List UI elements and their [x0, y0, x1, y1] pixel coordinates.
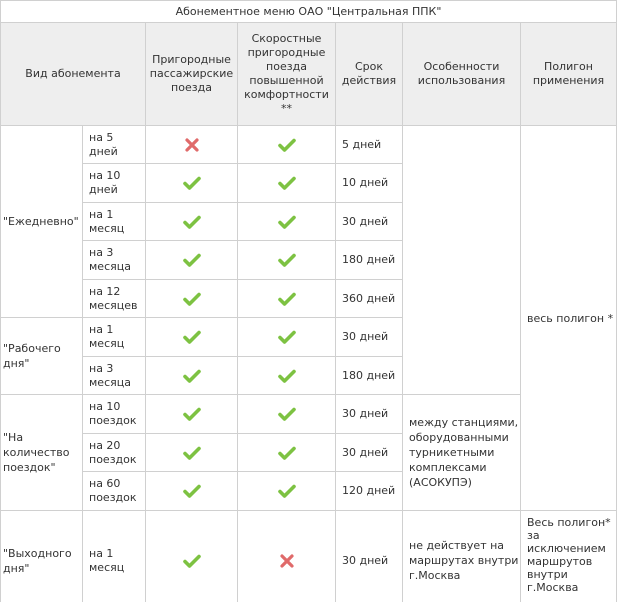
- header-kind: Вид абонемента: [1, 23, 146, 126]
- check-icon: [183, 368, 201, 384]
- period-cell: на 10 дней: [83, 164, 146, 203]
- table-row: [1, 126, 617, 164]
- cross-icon: [278, 553, 296, 569]
- check-icon: [278, 137, 296, 153]
- table-caption-row: [1, 1, 617, 23]
- check-icon: [278, 445, 296, 461]
- express-status-icon: [238, 472, 336, 511]
- check-icon: [278, 175, 296, 191]
- express-status-icon: [238, 241, 336, 280]
- express-status-icon: [238, 203, 336, 241]
- header-features: Особенности использования: [403, 23, 521, 126]
- express-status-icon: [238, 126, 336, 164]
- regular-status-icon: [146, 511, 238, 602]
- period-cell: на 60 поездок: [83, 472, 146, 511]
- term-cell: 30 дней: [336, 395, 403, 434]
- check-icon: [183, 291, 201, 307]
- features-empty: [403, 126, 521, 395]
- check-icon: [183, 252, 201, 268]
- regular-status-icon: [146, 395, 238, 434]
- regular-status-icon: [146, 126, 238, 164]
- check-icon: [278, 368, 296, 384]
- check-icon: [183, 445, 201, 461]
- term-cell: 10 дней: [336, 164, 403, 203]
- polygon-main: весь полигон *: [521, 126, 617, 511]
- express-status-icon: [238, 395, 336, 434]
- header-term: Срок действия: [336, 23, 403, 126]
- period-cell: на 1 месяц: [83, 511, 146, 602]
- period-cell: на 3 месяца: [83, 241, 146, 280]
- kind-workday: "Рабочего дня": [1, 318, 83, 395]
- check-icon: [278, 483, 296, 499]
- regular-status-icon: [146, 434, 238, 472]
- term-cell: 120 дней: [336, 472, 403, 511]
- check-icon: [183, 214, 201, 230]
- check-icon: [183, 329, 201, 345]
- table-row: [1, 511, 617, 602]
- regular-status-icon: [146, 472, 238, 511]
- express-status-icon: [238, 434, 336, 472]
- term-cell: 5 дней: [336, 126, 403, 164]
- check-icon: [278, 291, 296, 307]
- table-caption: Абонементное меню ОАО "Центральная ППК": [1, 1, 617, 23]
- check-icon: [183, 483, 201, 499]
- kind-daily: "Ежедневно": [1, 126, 83, 318]
- express-status-icon: [238, 164, 336, 203]
- header-row: [1, 23, 617, 126]
- period-cell: на 20 поездок: [83, 434, 146, 472]
- express-status-icon: [238, 357, 336, 395]
- polygon-weekend: Весь полигон* за исключением маршрутов внутри г.Москва: [521, 511, 617, 602]
- features-weekend: не действует на маршрутах внутри г.Москва: [403, 511, 521, 602]
- header-express-trains: Скоростные пригородные поезда повышенной комфортности **: [238, 23, 336, 126]
- term-cell: 360 дней: [336, 280, 403, 318]
- kind-trips: "На количество поездок": [1, 395, 83, 511]
- regular-status-icon: [146, 241, 238, 280]
- check-icon: [183, 406, 201, 422]
- header-polygon: Полигон применения: [521, 23, 617, 126]
- check-icon: [278, 329, 296, 345]
- term-cell: 30 дней: [336, 511, 403, 602]
- regular-status-icon: [146, 357, 238, 395]
- header-regular-trains: Пригородные пассажирские поезда: [146, 23, 238, 126]
- period-cell: на 3 месяца: [83, 357, 146, 395]
- term-cell: 30 дней: [336, 434, 403, 472]
- kind-weekend: "Выходного дня": [1, 511, 83, 602]
- regular-status-icon: [146, 203, 238, 241]
- regular-status-icon: [146, 164, 238, 203]
- features-turnstile: между станциями, оборудованными турникетными комплексами (АСОКУПЭ): [403, 395, 521, 511]
- cross-icon: [183, 137, 201, 153]
- period-cell: на 1 месяц: [83, 203, 146, 241]
- period-cell: на 10 поездок: [83, 395, 146, 434]
- regular-status-icon: [146, 280, 238, 318]
- check-icon: [278, 252, 296, 268]
- check-icon: [183, 553, 201, 569]
- regular-status-icon: [146, 318, 238, 357]
- express-status-icon: [238, 318, 336, 357]
- period-cell: на 5 дней: [83, 126, 146, 164]
- check-icon: [183, 175, 201, 191]
- term-cell: 180 дней: [336, 357, 403, 395]
- express-status-icon: [238, 280, 336, 318]
- term-cell: 30 дней: [336, 318, 403, 357]
- period-cell: на 12 месяцев: [83, 280, 146, 318]
- term-cell: 30 дней: [336, 203, 403, 241]
- check-icon: [278, 406, 296, 422]
- check-icon: [278, 214, 296, 230]
- term-cell: 180 дней: [336, 241, 403, 280]
- express-status-icon: [238, 511, 336, 602]
- period-cell: на 1 месяц: [83, 318, 146, 357]
